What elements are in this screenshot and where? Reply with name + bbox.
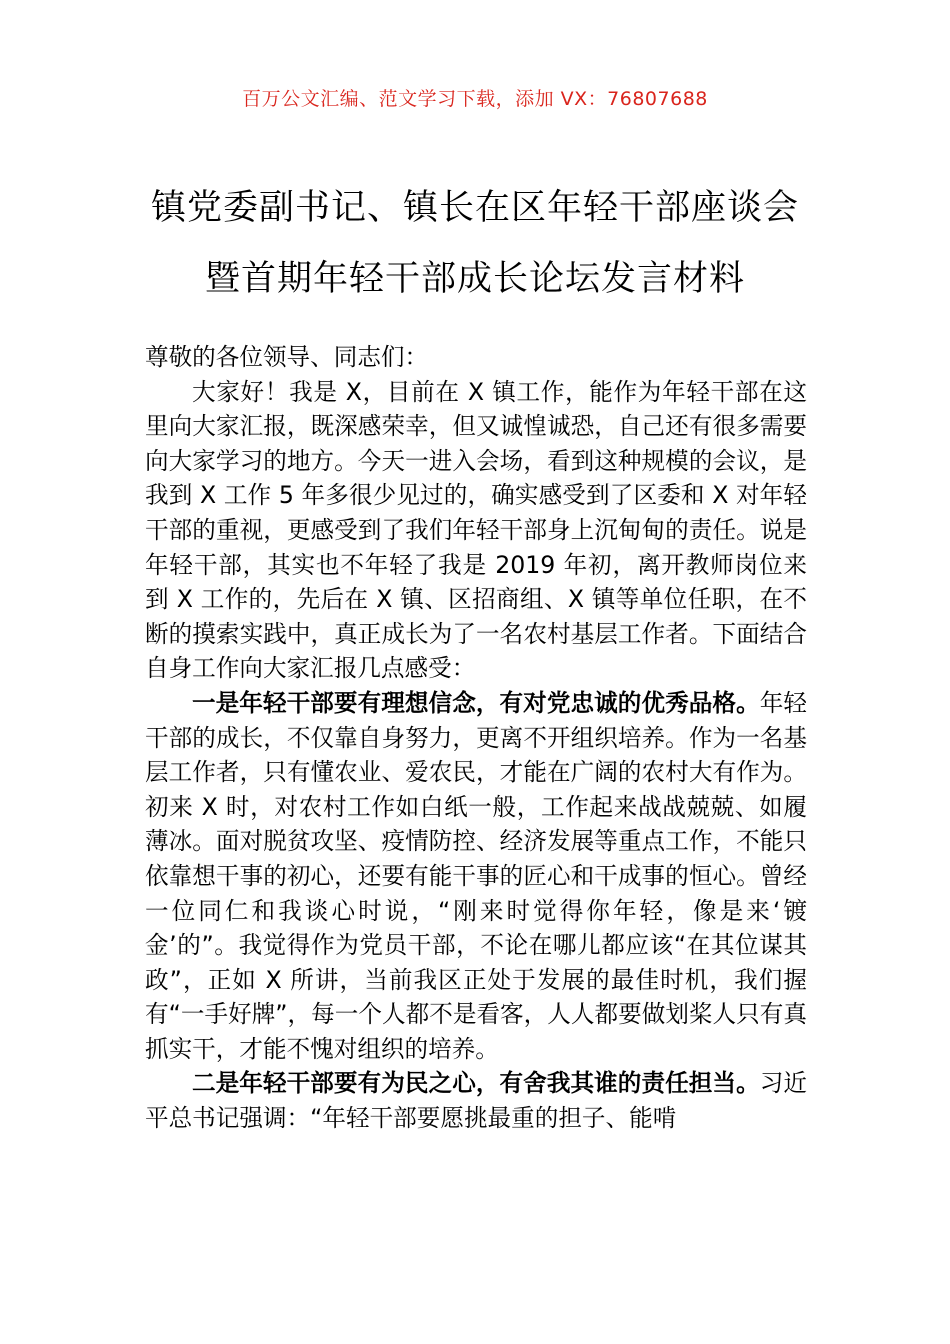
point-one-paragraph: [145, 686, 807, 1067]
document-body: [145, 340, 807, 1136]
point-two-heading: 二是年轻干部要有为民之心，有舍我其谁的责任担当。: [192, 1069, 760, 1098]
point-one-text: 年轻干部的成长，不仅靠自身努力，更离不开组织培养。作为一名基层工作者，只有懂农业、爱农民，才能在广阔的农村大有作为。初来 X 时，对农村工作如白纸一般，工作起来战战兢兢、如履薄冰。面对脱贫攻坚、疫情防控、经济发展等重点工作，不能只依靠想干事的初心，还要有能干事的匠心和干成事的恒心。曾经一位同仁和我谈心时说，“刚来时觉得你年轻，像是来‘镀金’的”。我觉得作为党员干部，不论在哪儿都应该“在其位谋其政”，正如 X 所讲，当前我区正处于发展的最佳时机，我们握有“一手好牌”，每一个人都不是看客，人人都要做划桨人只有真抓实干，才能不愧对组织的培养。: [145, 688, 807, 1063]
point-one-heading: 一是年轻干部要有理想信念，有对党忠诚的优秀品格。: [192, 688, 760, 717]
document-title-line-2: 暨首期年轻干部成长论坛发言材料: [204, 259, 745, 299]
watermark-header: 百万公文汇编、范文学习下载，添加 VX：76807688: [242, 88, 708, 110]
document-title-line-1: 镇党委副书记、镇长在区年轻干部座谈会: [150, 188, 799, 228]
point-two-paragraph: [145, 1066, 807, 1135]
point-two-text: 习近平总书记强调：“年轻干部要愿挑最重的担子、能啃: [145, 1069, 807, 1133]
intro-paragraph: 大家好！我是 X，目前在 X 镇工作，能作为年轻干部在这里向大家汇报，既深感荣幸，但又诚惶诚恐，自己还有很多需要向大家学习的地方。今天一进入会场，看到这种规模的会议，是我到 X 工作 5 年多很少见过的，确实感受到了区委和 X 对年轻干部的重视，更感受到了我们年轻干部身上沉甸甸的责任。说是年轻干部，其实也不年轻了我是 2019 年初，离开教师岗位来到 X 工作的，先后在 X 镇、区招商组、X 镇等单位任职，在不断的摸索实践中，真正成长为了一名农村基层工作者。下面结合自身工作向大家汇报几点感受：: [145, 377, 807, 683]
salutation: 尊敬的各位领导、同志们：: [145, 343, 429, 371]
